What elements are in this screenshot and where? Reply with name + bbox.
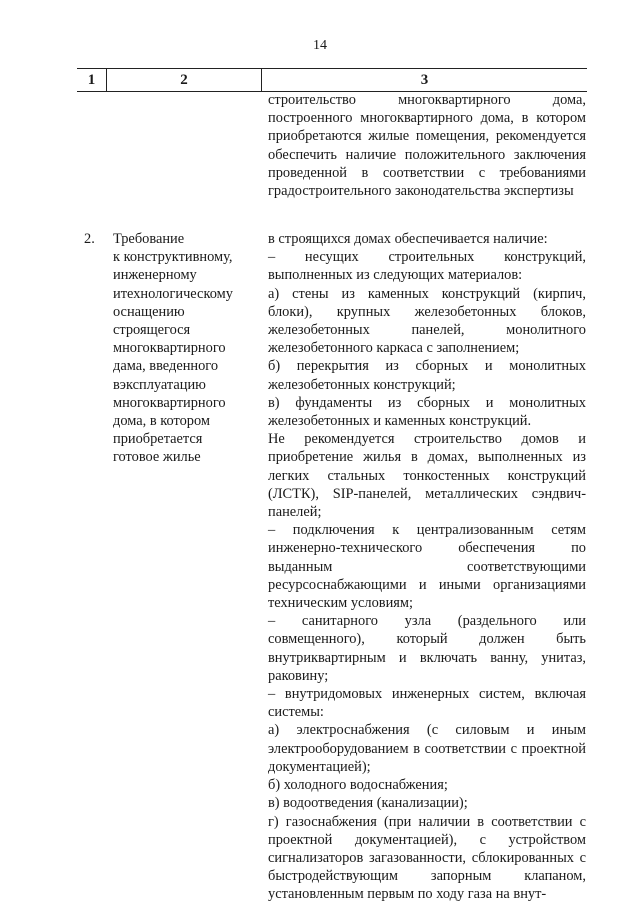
requirement-line: приобретается	[113, 431, 203, 448]
requirement-line: готовое жилье	[113, 449, 201, 466]
content-paragraph: – санитарного узла (раздельного или совмещенного), который должен быть внутриквартирным и включать ванну, унитаз, раковину;	[268, 613, 586, 684]
continuation-cell	[268, 91, 586, 200]
requirement-line: инженерному	[113, 267, 197, 284]
requirement-line: дома, в котором	[113, 413, 211, 430]
column-header-2: 2	[107, 69, 262, 91]
content-paragraph: а) электроснабжения (с силовым и иным электрооборудованием в соответствии с проектной документацией);	[268, 722, 586, 775]
requirement-line: итехнологическому	[113, 285, 233, 302]
content-paragraph: г) газоснабжения (при наличии в соответствии с проектной документацией), с устройством сигнализаторов загазованности, сблокированных с быстродействующим запорным клапаном, установленным первым по ходу газа на внут-	[268, 813, 586, 903]
content-paragraph: в) фундаменты из сборных и монолитных железобетонных и каменных конструкций.	[268, 394, 586, 430]
content-paragraph: Не рекомендуется строительство домов и приобретение жилья в домах, выполненных из легких стальных тонкостенных конструкций (ЛСТК), SIP-панелей, металлических сэндвич-панелей;	[268, 431, 586, 521]
page-number: 14	[313, 38, 327, 53]
row-number: 2.	[84, 231, 95, 247]
column-header-1: 1	[77, 69, 107, 91]
content-paragraph: в строящихся домах обеспечивается наличие:	[268, 231, 548, 247]
requirement-line: дама, введенного	[113, 358, 219, 375]
requirement-cell	[113, 230, 263, 467]
requirement-line: строящегося	[113, 322, 191, 339]
content-paragraph: б) перекрытия из сборных и монолитных железобетонных конструкций;	[268, 358, 586, 393]
requirement-line: оснащению	[113, 303, 185, 320]
table-header	[77, 68, 587, 92]
requirement-line: Требование	[113, 231, 185, 247]
requirement-line: к конструктивному,	[113, 249, 233, 266]
requirement-line: многоквартирного	[113, 340, 226, 357]
content-paragraph: – внутридомовых инженерных систем, включая системы:	[268, 686, 586, 721]
requirement-line: многоквартирного	[113, 394, 226, 411]
requirement-line: вэксплуатацию	[113, 376, 206, 393]
column-header-3: 3	[420, 71, 429, 88]
continuation-text: строительство многоквартирного дома, построенного многоквартирного дома, в котором приобретаются жилые помещения, рекомендуется обеспечить наличие положительного заключения проведенной в соответствии с требованиями градостроительного законодательства экспертизы	[268, 92, 586, 200]
content-paragraph: б) холодного водоснабжения;	[268, 777, 448, 794]
content-cell	[268, 230, 586, 904]
content-paragraph: – несущих строительных конструкций, выполненных из следующих материалов:	[268, 249, 586, 284]
content-paragraph: а) стены из каменных конструкций (кирпич, блоки), крупных железобетонных блоков, железобетонных панелей, монолитного железобетонного каркаса с заполнением;	[268, 285, 586, 357]
content-paragraph: в) водоотведения (канализации);	[268, 795, 468, 812]
content-paragraph: – подключения к централизованным сетям инженерно-технического обеспечения по выданным соответствующими ресурсоснабжающими и иными организациями техническим условиям;	[268, 522, 586, 612]
